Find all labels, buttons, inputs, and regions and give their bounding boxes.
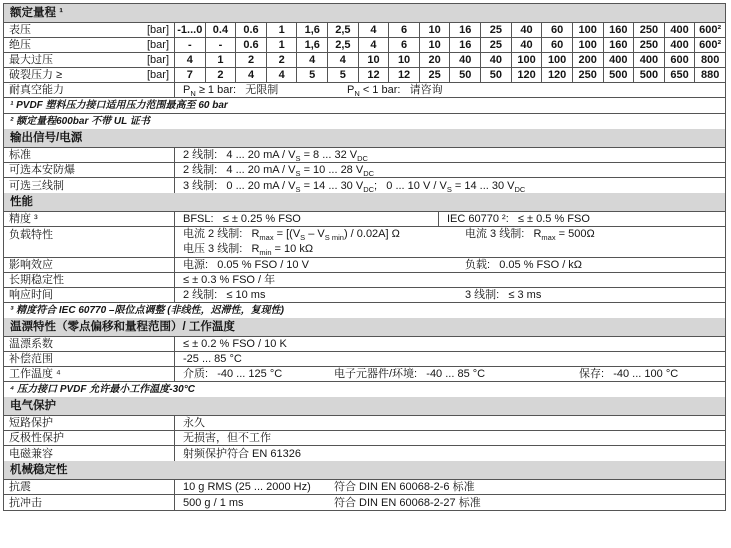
standard-output-value: 2 线制: 4 ... 20 mA / $V_S = 8$ ... 32 $V_{DC}$ xyxy=(183,149,368,164)
range-value-cell: 400 xyxy=(603,53,634,67)
longterm-stability-value: ≤ ± 0.3 % FSO / 年 xyxy=(183,274,276,286)
range-value-cell: 500 xyxy=(603,68,634,82)
section-electrical-protection xyxy=(4,397,725,461)
range-value-cell: 880 xyxy=(694,68,725,82)
range-value-cell: 600 xyxy=(664,53,695,67)
range-value-cell: 16 xyxy=(449,38,480,52)
range-value-cell: 400 xyxy=(633,53,664,67)
row-max-overpressure xyxy=(4,53,725,68)
range-value-cell: 50 xyxy=(449,68,480,82)
range-value-cell: 25 xyxy=(480,38,511,52)
range-value-cell: 650 xyxy=(664,68,695,82)
load-voltage-3wire: 电压 3 线制: $R_{min} = 10$ kΩ xyxy=(183,243,314,258)
section-title-performance: 性能 xyxy=(4,193,725,212)
influence-supply: 电源: 0.05 % FSO / 10 V xyxy=(183,259,309,271)
range-value-cell: 4 xyxy=(235,68,266,82)
range-value-cell: 1 xyxy=(266,23,297,37)
row-three-wire xyxy=(4,178,725,193)
range-value-cell: 100 xyxy=(511,53,542,67)
range-value-cell: 25 xyxy=(419,68,450,82)
range-value-cell: 4 xyxy=(358,23,389,37)
row-shock xyxy=(4,495,725,510)
section-title-temperature: 温漂特性（零点偏移和量程范围）/ 工作温度 xyxy=(4,318,725,337)
range-value-cell: 5 xyxy=(327,68,358,82)
range-value-cell: 800 xyxy=(694,53,725,67)
row-label: 补偿范围 xyxy=(9,353,53,365)
row-label: 可选三线制 xyxy=(9,179,64,192)
row-label: 破裂压力 ≥ xyxy=(9,69,63,81)
range-value-cell: 16 xyxy=(449,23,480,37)
range-value-cell: 600² xyxy=(694,38,725,52)
section-title-rated-range: 额定量程 ¹ xyxy=(4,4,725,23)
range-value-cell: 4 xyxy=(186,54,193,66)
range-value-cell: 500 xyxy=(633,68,664,82)
row-burst-pressure xyxy=(4,68,725,83)
range-grid xyxy=(175,38,725,52)
range-value-cell: 1,6 xyxy=(296,38,327,52)
row-label: 标准 xyxy=(9,149,31,161)
three-wire-value: 3 线制: 0 ... 20 mA / $V_S = 14$ ... 30 $V_{DC}$; 0 ... 10 $V / V_S = 14$ ... 30 $V_{DC}$ xyxy=(183,179,526,194)
range-value-cell: 10 xyxy=(419,23,450,37)
range-value-cell: 60 xyxy=(541,23,572,37)
vacuum-condition-1: $P_N \ge 1$ bar: 无限制 xyxy=(183,84,279,99)
operating-temp-electronics: 电子元器件/环境: -40 ... 85 °C xyxy=(334,368,486,380)
range-value-cell: 20 xyxy=(419,53,450,67)
unit-label: [bar] xyxy=(146,39,169,51)
range-value-cell: 120 xyxy=(541,68,572,82)
range-value-cell: 200 xyxy=(572,53,603,67)
range-value-cell: 40 xyxy=(511,23,542,37)
range-value-cell: 600² xyxy=(694,23,725,37)
section-title-mechanical-stability: 机械稳定性 xyxy=(4,461,725,480)
range-value-cell: 40 xyxy=(511,38,542,52)
range-value-cell: 160 xyxy=(603,23,634,37)
accuracy-bfsl: BFSL: ≤ ± 0.25 % FSO xyxy=(175,212,439,226)
row-response-time xyxy=(4,288,725,303)
vibration-value: 10 g RMS (25 ... 2000 Hz) xyxy=(183,481,311,493)
intrinsic-safety-value: 2 线制: 4 ... 20 mA / $V_S = 10$ ... 28 $V_{DC}$ xyxy=(183,164,375,179)
row-label: 抗震 xyxy=(9,481,31,493)
range-value-cell: - xyxy=(205,38,236,52)
range-value-cell: 50 xyxy=(480,68,511,82)
row-emc xyxy=(4,446,725,461)
range-value-cell: 100 xyxy=(572,38,603,52)
row-standard-output xyxy=(4,148,725,163)
load-current-2wire: 电流 2 线制: $R_{max} = [(V_S - V_{S min}) / 0.02A]$ Ω xyxy=(183,228,400,243)
range-value-cell: 10 xyxy=(388,53,419,67)
operating-temp-storage: 保存: -40 ... 100 °C xyxy=(579,368,679,380)
range-value-cell: 100 xyxy=(541,53,572,67)
range-value-cell: 2,5 xyxy=(327,23,358,37)
range-value-cell: 25 xyxy=(480,23,511,37)
range-value-cell: 40 xyxy=(480,53,511,67)
compensated-range-value: -25 ... 85 °C xyxy=(183,353,242,365)
range-value-cell: 4 xyxy=(266,68,297,82)
range-value-cell: 400 xyxy=(664,23,695,37)
range-value-cell: 160 xyxy=(603,38,634,52)
row-label: 耐真空能力 xyxy=(9,84,64,96)
row-vacuum-resistance xyxy=(4,83,725,98)
row-label: 短路保护 xyxy=(9,417,53,429)
row-gauge-pressure xyxy=(4,23,725,38)
row-label: 抗冲击 xyxy=(9,496,42,509)
range-value-cell: 250 xyxy=(572,68,603,82)
row-label: 影响效应 xyxy=(9,259,53,271)
row-vibration xyxy=(4,480,725,495)
row-label: 工作温度 ⁴ xyxy=(9,368,61,380)
range-value-cell: 0.6 xyxy=(235,38,266,52)
range-value-cell: 1 xyxy=(205,53,236,67)
response-2wire: 2 线制: ≤ 10 ms xyxy=(183,289,266,301)
range-value-cell: 100 xyxy=(572,23,603,37)
range-value-cell: 120 xyxy=(511,68,542,82)
section-title-output-signal: 输出信号/电源 xyxy=(4,129,725,148)
row-label: 绝压 xyxy=(9,39,31,51)
accuracy-iec: IEC 60770 ²: ≤ ± 0.5 % FSO xyxy=(447,213,590,225)
range-value-cell: 10 xyxy=(358,53,389,67)
range-value-cell: 2 xyxy=(205,68,236,82)
range-value-cell: 7 xyxy=(186,69,193,81)
range-value-cell: 1 xyxy=(266,38,297,52)
emc-value: 射频保护符合 EN 61326 xyxy=(183,447,301,460)
section-output-signal xyxy=(4,129,725,193)
operating-temp-medium: 介质: -40 ... 125 °C xyxy=(183,368,283,380)
influence-load: 负载: 0.05 % FSO / kΩ xyxy=(465,259,583,271)
vacuum-condition-2: $P_N < 1$ bar: 请咨询 xyxy=(347,84,443,99)
row-label: 表压 xyxy=(9,24,31,36)
range-value-cell: 2 xyxy=(235,53,266,67)
range-value-cell: 1,6 xyxy=(296,23,327,37)
row-label: 响应时间 xyxy=(9,289,53,301)
unit-label: [bar] xyxy=(146,54,169,66)
range-value-cell: - xyxy=(187,39,192,51)
range-value-cell: 12 xyxy=(358,68,389,82)
row-label: 反极性保护 xyxy=(9,432,64,444)
row-label: 长期稳定性 xyxy=(9,274,64,286)
range-grid xyxy=(175,53,725,67)
reverse-polarity-value: 无损害，但不工作 xyxy=(183,432,271,444)
row-longterm-stability xyxy=(4,273,725,288)
section-mechanical-stability xyxy=(4,461,725,510)
row-label: 最大过压 xyxy=(9,54,53,66)
row-label: 温漂系数 xyxy=(9,338,53,350)
footnote-2: ² 额定量程600bar 不带 UL 证书 xyxy=(10,116,150,127)
row-label: 电磁兼容 xyxy=(9,447,53,460)
range-value-cell: 5 xyxy=(296,68,327,82)
shock-value: 500 g / 1 ms xyxy=(183,496,244,509)
row-intrinsic-safety xyxy=(4,163,725,178)
row-temp-coefficient xyxy=(4,337,725,352)
row-accuracy xyxy=(4,212,725,227)
row-label: 可选本安防爆 xyxy=(9,164,75,176)
range-value-cell: 12 xyxy=(388,68,419,82)
range-value-cell: 0.4 xyxy=(205,23,236,37)
range-value-cell: 2,5 xyxy=(327,38,358,52)
range-value-cell: 10 xyxy=(419,38,450,52)
range-value-cell: 4 xyxy=(358,38,389,52)
section-temperature xyxy=(4,318,725,397)
range-grid xyxy=(175,23,725,37)
range-value-cell: 2 xyxy=(266,53,297,67)
row-influence-effects xyxy=(4,258,725,273)
unit-label: [bar] xyxy=(146,69,169,81)
unit-label: [bar] xyxy=(146,24,169,36)
range-value-cell: 250 xyxy=(633,23,664,37)
row-label: 精度 ³ xyxy=(9,213,38,225)
temp-coefficient-value: ≤ ± 0.2 % FSO / 10 K xyxy=(183,338,287,350)
range-value-cell: 6 xyxy=(388,23,419,37)
range-value-cell: 40 xyxy=(449,53,480,67)
vibration-standard: 符合 DIN EN 60068-2-6 标准 xyxy=(334,481,475,493)
row-absolute-pressure xyxy=(4,38,725,53)
load-current-3wire: 电流 3 线制: $R_{max} = 500\Omega$ xyxy=(465,228,595,243)
range-value-cell: -1...0 xyxy=(177,24,203,36)
range-value-cell: 0.6 xyxy=(235,23,266,37)
footnote-4: ⁴ 压力接口 PVDF 允许最小工作温度-30°C xyxy=(10,384,195,395)
footnote-3: ³ 精度符合 IEC 60770 –限位点调整 (非线性，迟滞性，复现性) xyxy=(10,305,284,316)
range-value-cell: 6 xyxy=(388,38,419,52)
row-reverse-polarity xyxy=(4,431,725,446)
row-operating-temperature xyxy=(4,367,725,382)
range-value-cell: 4 xyxy=(327,53,358,67)
footnote-1: ¹ PVDF 塑料压力接口适用压力范围最高至 60 bar xyxy=(4,98,725,114)
spec-sheet xyxy=(3,3,726,511)
section-rated-range xyxy=(4,4,725,129)
range-value-cell: 60 xyxy=(541,38,572,52)
response-3wire: 3 线制: ≤ 3 ms xyxy=(465,289,542,301)
shock-standard: 符合 DIN EN 60068-2-27 标准 xyxy=(334,496,481,509)
row-short-circuit xyxy=(4,416,725,431)
row-label: 负载特性 xyxy=(9,229,53,241)
range-value-cell: 250 xyxy=(633,38,664,52)
short-circuit-value: 永久 xyxy=(183,417,205,429)
range-value-cell: 4 xyxy=(296,53,327,67)
range-grid xyxy=(175,68,725,82)
range-value-cell: 400 xyxy=(664,38,695,52)
row-load-characteristic xyxy=(4,227,725,258)
section-performance xyxy=(4,193,725,318)
row-compensated-range xyxy=(4,352,725,367)
section-title-electrical-protection: 电气保护 xyxy=(4,397,725,416)
